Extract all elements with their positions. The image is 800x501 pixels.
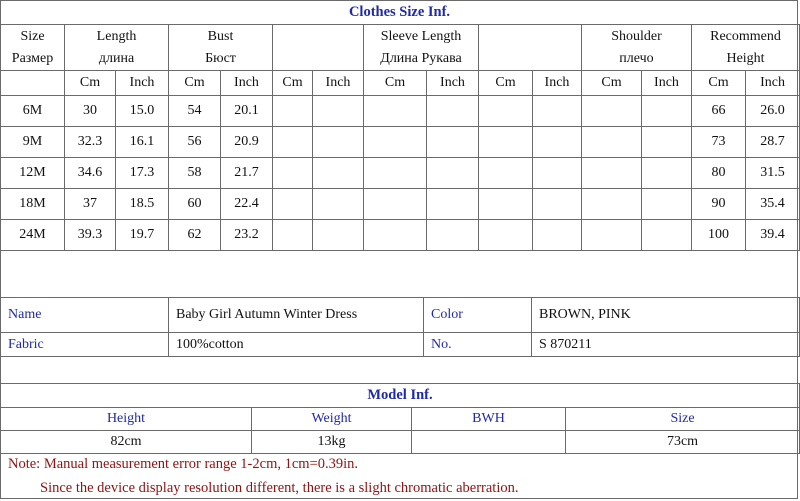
empty-cell: [313, 189, 364, 220]
empty-cell: [313, 96, 364, 127]
header-length: Length длина: [65, 25, 169, 71]
empty-cell: [364, 127, 427, 158]
length-cm-cell: 30: [65, 96, 116, 127]
unit-inch: Inch: [642, 71, 692, 96]
empty-cell: [642, 96, 692, 127]
unit-inch: Inch: [533, 71, 582, 96]
product-info-row: [1, 333, 800, 357]
unit-blank: [1, 71, 65, 96]
empty-cell: [427, 189, 479, 220]
header-shoulder: Shoulder плечо: [582, 25, 692, 71]
size-table: [0, 24, 800, 251]
empty-cell: [582, 96, 642, 127]
no-value: S 870211: [532, 333, 800, 357]
bust-cm-cell: 58: [169, 158, 221, 189]
unit-cm: Cm: [479, 71, 533, 96]
header-recommend-height: Recommend Height: [692, 25, 800, 71]
empty-cell: [427, 127, 479, 158]
size-cell: 24M: [1, 220, 65, 251]
unit-inch: Inch: [427, 71, 479, 96]
bust-inch-cell: 22.4: [221, 189, 273, 220]
unit-inch: Inch: [221, 71, 273, 96]
bust-cm-cell: 56: [169, 127, 221, 158]
size-cell: 6M: [1, 96, 65, 127]
empty-cell: [582, 158, 642, 189]
length-inch-cell: 17.3: [116, 158, 169, 189]
model-header-row: [1, 408, 800, 431]
model-weight-label: Weight: [252, 408, 412, 431]
bust-inch-cell: 23.2: [221, 220, 273, 251]
length-inch-cell: 19.7: [116, 220, 169, 251]
length-cm-cell: 39.3: [65, 220, 116, 251]
size-cell: 9M: [1, 127, 65, 158]
model-size-label: Size: [566, 408, 800, 431]
empty-cell: [313, 158, 364, 189]
name-label: Name: [1, 298, 169, 333]
empty-cell: [642, 127, 692, 158]
empty-cell: [427, 220, 479, 251]
color-label: Color: [424, 298, 532, 333]
empty-cell: [479, 220, 533, 251]
empty-cell: [533, 127, 582, 158]
empty-cell: [533, 220, 582, 251]
unit-cm: Cm: [65, 71, 116, 96]
unit-cm: Cm: [273, 71, 313, 96]
length-inch-cell: 18.5: [116, 189, 169, 220]
empty-cell: [364, 220, 427, 251]
unit-cm: Cm: [692, 71, 746, 96]
table-row: [1, 189, 800, 220]
empty-cell: [533, 96, 582, 127]
height-cm-cell: 80: [692, 158, 746, 189]
height-cm-cell: 73: [692, 127, 746, 158]
product-info-row: [1, 298, 800, 333]
model-height-value: 82cm: [1, 431, 252, 454]
height-cm-cell: 66: [692, 96, 746, 127]
empty-cell: [533, 189, 582, 220]
model-height-label: Height: [1, 408, 252, 431]
length-inch-cell: 16.1: [116, 127, 169, 158]
height-inch-cell: 31.5: [746, 158, 800, 189]
bust-cm-cell: 62: [169, 220, 221, 251]
empty-cell: [642, 158, 692, 189]
empty-cell: [313, 220, 364, 251]
header-sleeve-length: Sleeve Length Длина Рукава: [364, 25, 479, 71]
table-row: [1, 127, 800, 158]
length-cm-cell: 32.3: [65, 127, 116, 158]
unit-cm: Cm: [582, 71, 642, 96]
group-header-row: [1, 25, 800, 71]
height-cm-cell: 90: [692, 189, 746, 220]
header-empty-2: [479, 25, 582, 71]
product-info-table: [0, 297, 800, 357]
empty-cell: [364, 96, 427, 127]
clothes-size-title: Clothes Size Inf.: [348, 4, 451, 20]
model-bwh-label: BWH: [412, 408, 566, 431]
model-bwh-value: [412, 431, 566, 454]
empty-cell: [273, 158, 313, 189]
empty-cell: [364, 189, 427, 220]
height-inch-cell: 35.4: [746, 189, 800, 220]
color-value: BROWN, PINK: [532, 298, 800, 333]
bust-inch-cell: 21.7: [221, 158, 273, 189]
name-value: Baby Girl Autumn Winter Dress: [169, 298, 424, 333]
table-row: [1, 96, 800, 127]
bust-cm-cell: 60: [169, 189, 221, 220]
unit-cm: Cm: [364, 71, 427, 96]
unit-inch: Inch: [746, 71, 800, 96]
empty-cell: [479, 96, 533, 127]
unit-cm: Cm: [169, 71, 221, 96]
empty-cell: [582, 189, 642, 220]
empty-cell: [427, 158, 479, 189]
bust-inch-cell: 20.9: [221, 127, 273, 158]
unit-inch: Inch: [116, 71, 169, 96]
empty-cell: [427, 96, 479, 127]
height-inch-cell: 39.4: [746, 220, 800, 251]
model-info-table: [0, 383, 800, 454]
empty-cell: [273, 127, 313, 158]
empty-cell: [533, 158, 582, 189]
table-row: [1, 158, 800, 189]
fabric-label: Fabric: [1, 333, 169, 357]
bust-inch-cell: 20.1: [221, 96, 273, 127]
unit-inch: Inch: [313, 71, 364, 96]
empty-cell: [273, 96, 313, 127]
height-inch-cell: 28.7: [746, 127, 800, 158]
model-value-row: [1, 431, 800, 454]
unit-header-row: [1, 71, 800, 96]
empty-cell: [479, 189, 533, 220]
empty-cell: [642, 220, 692, 251]
note-color-aberration: Since the device display resolution different, there is a slight chromatic aberration.: [40, 480, 519, 496]
size-cell: 18M: [1, 189, 65, 220]
height-cm-cell: 100: [692, 220, 746, 251]
header-size: Size Размер: [1, 25, 65, 71]
model-title-row: [1, 384, 800, 408]
empty-cell: [479, 158, 533, 189]
no-label: No.: [424, 333, 532, 357]
height-inch-cell: 26.0: [746, 96, 800, 127]
header-empty-1: [273, 25, 364, 71]
note-measurement: Note: Manual measurement error range 1-2cm, 1cm=0.39in.: [8, 456, 359, 472]
empty-cell: [582, 220, 642, 251]
empty-cell: [582, 127, 642, 158]
size-cell: 12M: [1, 158, 65, 189]
model-size-value: 73cm: [566, 431, 800, 454]
length-cm-cell: 37: [65, 189, 116, 220]
empty-cell: [273, 189, 313, 220]
model-info-title: Model Inf.: [1, 384, 800, 408]
empty-cell: [364, 158, 427, 189]
empty-cell: [642, 189, 692, 220]
header-bust: Bust Бюст: [169, 25, 273, 71]
empty-cell: [479, 127, 533, 158]
bust-cm-cell: 54: [169, 96, 221, 127]
length-inch-cell: 15.0: [116, 96, 169, 127]
table-row: [1, 220, 800, 251]
fabric-value: 100%cotton: [169, 333, 424, 357]
empty-cell: [313, 127, 364, 158]
length-cm-cell: 34.6: [65, 158, 116, 189]
model-weight-value: 13kg: [252, 431, 412, 454]
empty-cell: [273, 220, 313, 251]
